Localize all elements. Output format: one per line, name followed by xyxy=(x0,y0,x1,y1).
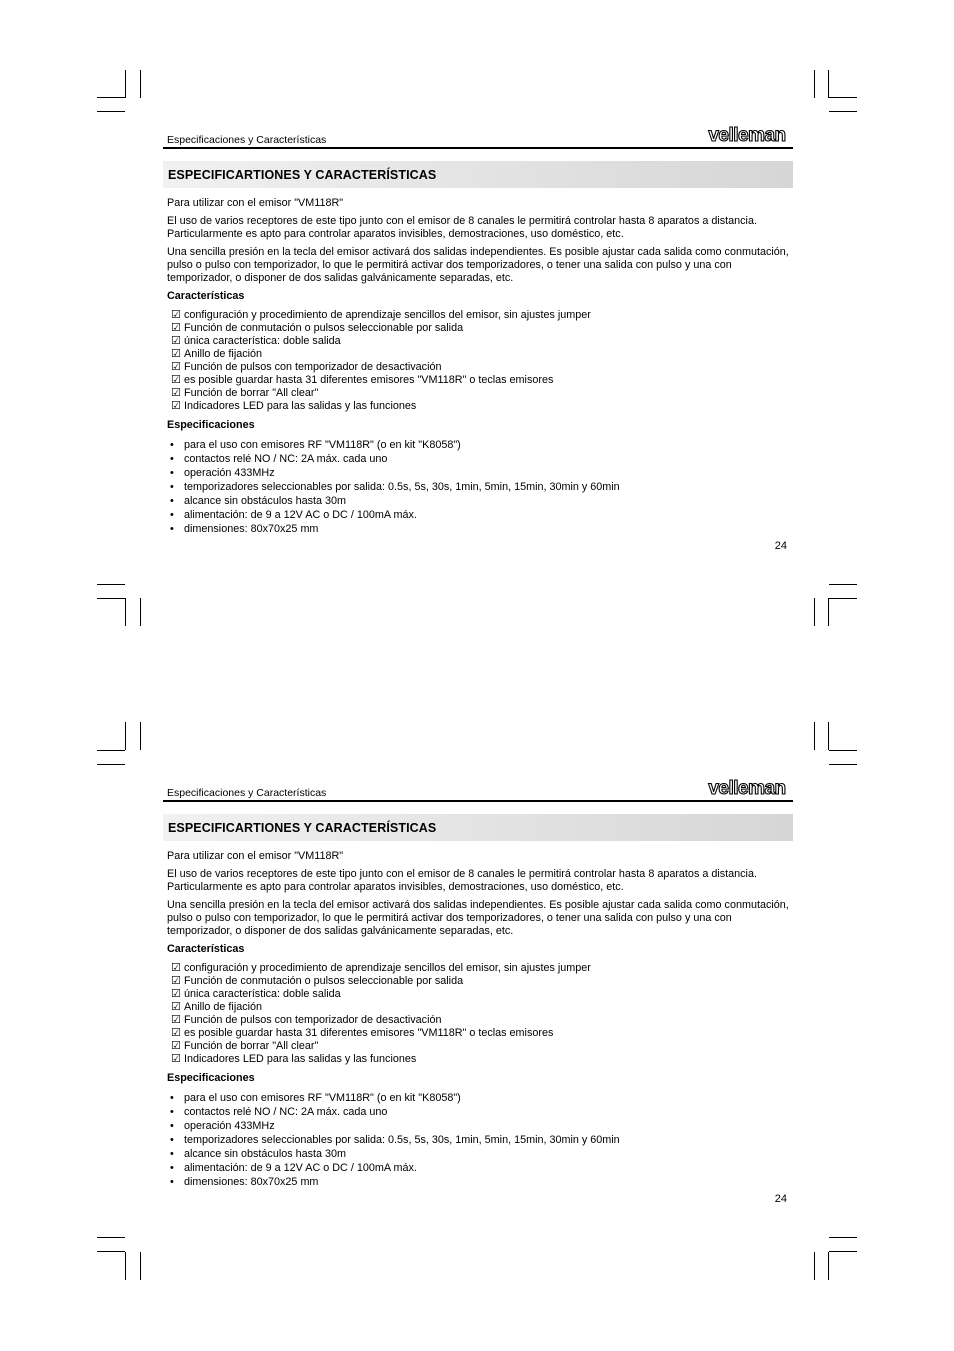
crop-mark xyxy=(814,598,815,626)
list-item: • alimentación: de 9 a 12V AC o DC / 100mA máx. xyxy=(170,509,417,521)
list-item: ☑ es posible guardar hasta 31 diferentes emisores "VM118R" o teclas emisores xyxy=(171,1027,554,1039)
bullet-icon: • xyxy=(170,1134,174,1146)
checkbox-icon: ☑ xyxy=(171,988,181,1000)
crop-mark xyxy=(140,598,141,626)
checkbox-icon: ☑ xyxy=(171,1014,181,1026)
intro-text: Para utilizar con el emisor "VM118R" xyxy=(167,850,344,862)
list-item: • alcance sin obstáculos hasta 30m xyxy=(170,1148,347,1160)
section-title-bar xyxy=(163,161,793,188)
features-heading: Características xyxy=(167,943,245,955)
crop-mark xyxy=(97,750,125,751)
list-item: • operación 433MHz xyxy=(170,1120,275,1132)
manual-page-1 xyxy=(163,125,793,554)
page-number: 24 xyxy=(774,1193,787,1205)
bullet-icon: • xyxy=(170,1120,174,1132)
bullet-icon: • xyxy=(170,1092,174,1104)
specs-list xyxy=(167,438,789,536)
list-item: ☑ configuración y procedimiento de aprendizaje sencillos del emisor, sin ajustes jumper xyxy=(171,962,591,974)
list-item: ☑ única característica: doble salida xyxy=(171,335,341,347)
crop-mark xyxy=(97,1237,125,1238)
paragraph: Una sencilla presión en la tecla del emisor activará dos salidas independientes. Es posible ajustar cada salida como conmutación, pulso o pulso con temporizador, lo que le permitirá activar dos temporizadores, o tener una salida con pulso y una con temporizador, o disponer de dos salidas galvánicamente separadas, etc. xyxy=(167,246,789,284)
list-item: ☑ Función de conmutación o pulsos seleccionable por salida xyxy=(171,322,464,334)
list-item: • temporizadores seleccionables por salida: 0.5s, 5s, 30s, 1min, 5min, 15min, 30min y 60min xyxy=(170,1134,620,1146)
checkbox-icon: ☑ xyxy=(171,387,181,399)
velleman-logo-icon xyxy=(701,124,793,146)
crop-mark xyxy=(829,584,857,585)
list-item: ☑ Indicadores LED para las salidas y las funciones xyxy=(171,400,417,412)
list-item: ☑ Función de pulsos con temporizador de desactivación xyxy=(171,361,442,373)
crop-mark xyxy=(829,764,857,765)
list-item: • para el uso con emisores RF "VM118R" (o en kit "K8058") xyxy=(170,439,461,451)
page-number: 24 xyxy=(774,540,787,552)
checkbox-icon: ☑ xyxy=(171,962,181,974)
crop-mark xyxy=(828,70,829,98)
crop-mark xyxy=(97,584,125,585)
crop-mark xyxy=(97,111,125,112)
running-header: Especificaciones y Características xyxy=(167,134,327,146)
crop-mark xyxy=(140,1252,141,1280)
list-item: • dimensiones: 80x70x25 mm xyxy=(170,1176,319,1188)
crop-mark xyxy=(125,70,126,98)
crop-mark xyxy=(829,97,857,98)
crop-mark xyxy=(814,722,815,750)
list-item: ☑ Anillo de fijación xyxy=(171,1001,263,1013)
bullet-icon: • xyxy=(170,523,174,535)
crop-mark xyxy=(829,598,857,599)
list-item: ☑ Indicadores LED para las salidas y las funciones xyxy=(171,1053,417,1065)
bullet-icon: • xyxy=(170,495,174,507)
svg-text:velleman: velleman xyxy=(708,125,786,146)
list-item: ☑ Anillo de fijación xyxy=(171,348,263,360)
crop-mark xyxy=(829,1251,857,1252)
paragraph: El uso de varios receptores de este tipo junto con el emisor de 8 canales le permitirá controlar hasta 8 aparatos a distancia. Particularmente es apto para controlar aparatos invisibles, demostraciones, uso doméstico, etc. xyxy=(167,868,757,893)
section-title: ESPECIFICARTIONES Y CARACTERÍSTICAS xyxy=(168,821,437,835)
crop-mark xyxy=(97,1251,125,1252)
specs-heading: Especificaciones xyxy=(167,1072,255,1084)
crop-mark xyxy=(97,97,125,98)
list-item: • alimentación: de 9 a 12V AC o DC / 100mA máx. xyxy=(170,1162,417,1174)
crop-mark xyxy=(140,70,141,98)
bullet-icon: • xyxy=(170,1148,174,1160)
crop-mark xyxy=(829,111,857,112)
bullet-icon: • xyxy=(170,1176,174,1188)
list-item: • contactos relé NO / NC: 2A máx. cada uno xyxy=(170,1106,388,1118)
crop-mark xyxy=(814,1252,815,1280)
header-rule xyxy=(163,147,793,149)
specs-list xyxy=(167,1091,789,1189)
crop-mark xyxy=(125,1252,126,1280)
checkbox-icon: ☑ xyxy=(171,1027,181,1039)
checkbox-icon: ☑ xyxy=(171,374,181,386)
intro-text: Para utilizar con el emisor "VM118R" xyxy=(167,197,344,209)
list-item: ☑ Función de conmutación o pulsos seleccionable por salida xyxy=(171,975,464,987)
header-rule xyxy=(163,800,793,802)
bullet-icon: • xyxy=(170,509,174,521)
specs-heading: Especificaciones xyxy=(167,419,255,431)
crop-mark xyxy=(828,598,829,626)
checkbox-icon: ☑ xyxy=(171,1040,181,1052)
bullet-icon: • xyxy=(170,481,174,493)
crop-mark xyxy=(814,70,815,98)
list-item: ☑ Función de borrar "All clear" xyxy=(171,387,319,399)
list-item: ☑ Función de borrar "All clear" xyxy=(171,1040,319,1052)
list-item: • operación 433MHz xyxy=(170,467,275,479)
list-item: • contactos relé NO / NC: 2A máx. cada uno xyxy=(170,453,388,465)
checkbox-icon: ☑ xyxy=(171,1053,181,1065)
crop-mark xyxy=(97,598,125,599)
velleman-logo-icon xyxy=(701,777,793,799)
running-header: Especificaciones y Características xyxy=(167,787,327,799)
list-item: ☑ es posible guardar hasta 31 diferentes emisores "VM118R" o teclas emisores xyxy=(171,374,554,386)
list-item: • para el uso con emisores RF "VM118R" (o en kit "K8058") xyxy=(170,1092,461,1104)
checkbox-icon: ☑ xyxy=(171,322,181,334)
page-content xyxy=(167,197,789,536)
paragraph: Una sencilla presión en la tecla del emisor activará dos salidas independientes. Es posible ajustar cada salida como conmutación, pulso o pulso con temporizador, lo que le permitirá activar dos temporizadores, o tener una salida con pulso y una con temporizador, o disponer de dos salidas galvánicamente separadas, etc. xyxy=(167,899,789,937)
checkbox-icon: ☑ xyxy=(171,400,181,412)
checkbox-icon: ☑ xyxy=(171,975,181,987)
checkbox-icon: ☑ xyxy=(171,348,181,360)
section-title: ESPECIFICARTIONES Y CARACTERÍSTICAS xyxy=(168,168,437,182)
checkbox-icon: ☑ xyxy=(171,335,181,347)
section-title-bar xyxy=(163,814,793,841)
bullet-icon: • xyxy=(170,1106,174,1118)
crop-mark xyxy=(125,722,126,750)
features-heading: Características xyxy=(167,290,245,302)
bullet-icon: • xyxy=(170,467,174,479)
paragraph: El uso de varios receptores de este tipo junto con el emisor de 8 canales le permitirá controlar hasta 8 aparatos a distancia. Particularmente es apto para controlar aparatos invisibles, demostraciones, uso doméstico, etc. xyxy=(167,215,757,240)
list-item: ☑ Función de pulsos con temporizador de desactivación xyxy=(171,1014,442,1026)
crop-mark xyxy=(125,598,126,626)
crop-mark xyxy=(140,722,141,750)
manual-page-2 xyxy=(163,778,793,1207)
bullet-icon: • xyxy=(170,439,174,451)
list-item: ☑ configuración y procedimiento de aprendizaje sencillos del emisor, sin ajustes jumper xyxy=(171,309,591,321)
list-item: • temporizadores seleccionables por salida: 0.5s, 5s, 30s, 1min, 5min, 15min, 30min y 60min xyxy=(170,481,620,493)
list-item: • dimensiones: 80x70x25 mm xyxy=(170,523,319,535)
checkbox-icon: ☑ xyxy=(171,309,181,321)
bullet-icon: • xyxy=(170,453,174,465)
crop-mark xyxy=(829,1237,857,1238)
crop-mark xyxy=(97,764,125,765)
crop-mark xyxy=(829,750,857,751)
features-list xyxy=(167,309,789,413)
list-item: ☑ única característica: doble salida xyxy=(171,988,341,1000)
checkbox-icon: ☑ xyxy=(171,361,181,373)
list-item: • alcance sin obstáculos hasta 30m xyxy=(170,495,347,507)
page-content xyxy=(167,850,789,1189)
checkbox-icon: ☑ xyxy=(171,1001,181,1013)
crop-mark xyxy=(828,1252,829,1280)
bullet-icon: • xyxy=(170,1162,174,1174)
crop-mark xyxy=(828,722,829,750)
features-list xyxy=(167,962,789,1066)
svg-text:velleman: velleman xyxy=(708,778,786,799)
